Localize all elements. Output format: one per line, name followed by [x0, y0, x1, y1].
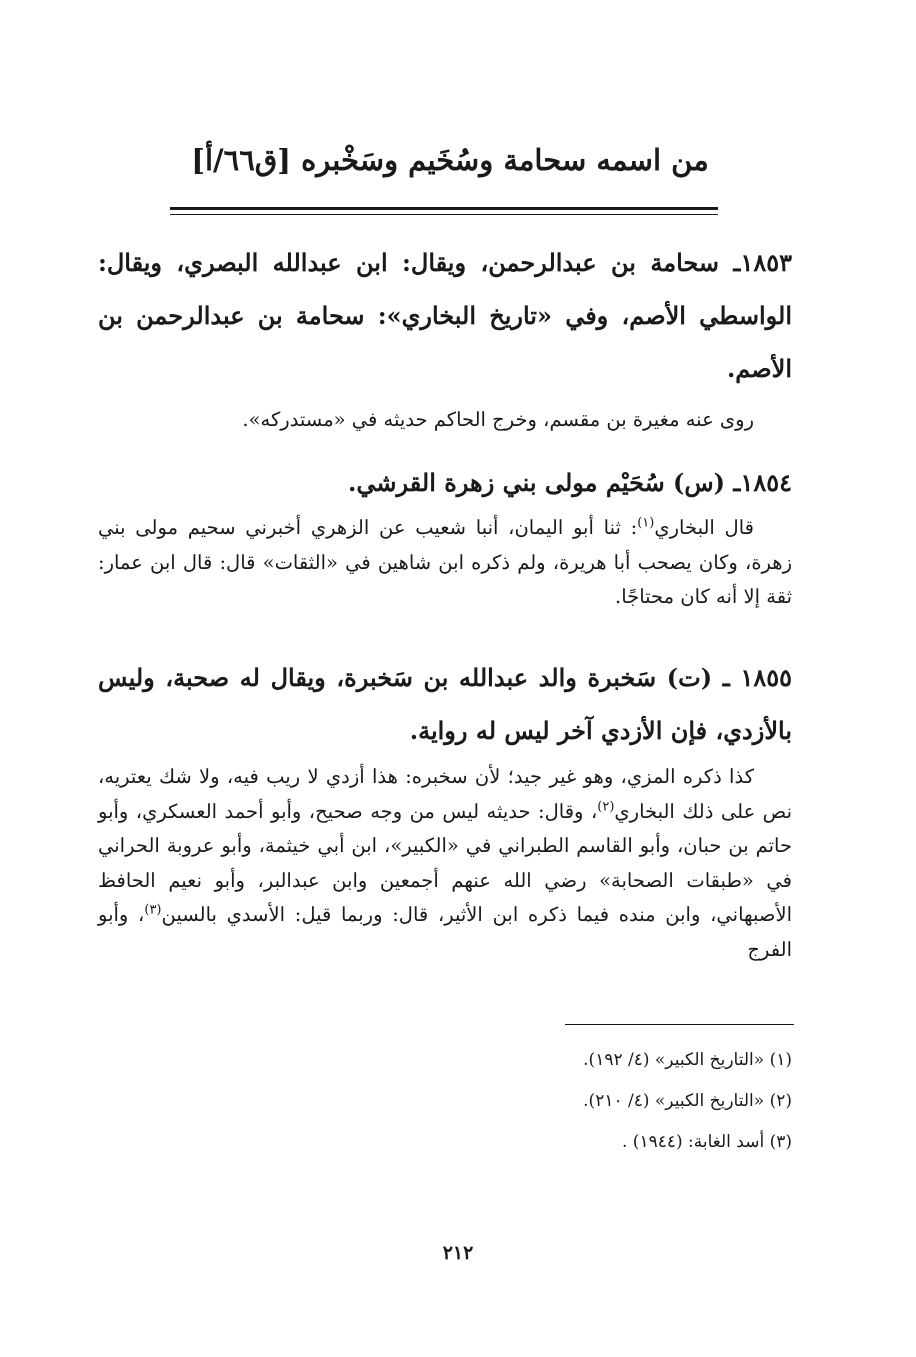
- entry-1855-body: [98, 760, 792, 967]
- footnote-ref-3: (٣): [144, 902, 162, 918]
- heading-double-rule: [170, 207, 718, 210]
- entry-1855-title: ١٨٥٥ ـ (ت) سَخبرة والد عبدالله بن سَخبرة، ويقال له صحبة، وليس بالأزدي، فإن الأزدي آخر ليس له رواية.: [98, 663, 792, 745]
- entry-1855-body-text-c: ، وأبو الفرج: [98, 903, 792, 961]
- entry-1854-body-text-b: : ثنا أبو اليمان، أنبا شعيب عن الزهري أخبرني سحيم مولى بني زهرة، وكان يصحب أبا هريرة، ولم ذكره ابن شاهين في «الثقات» قال: قال ابن عمار: ثقة إلا أنه كان محتاجًا.: [98, 516, 792, 608]
- entry-1855-body-text-b: ، وقال: حديثه ليس من وجه صحيح، وأبو أحمد العسكري، وأبو حاتم بن حبان، وأبو القاسم الطبراني في «الكبير»، ابن أبي خيثمة، وأبو عروبة الحراني في «طبقات الصحابة» رضي الله عنهم أجمعين وابن عبدالبر، وأبو نعيم الحافظ الأصبهاني، وابن منده فيما ذكره ابن الأثير، قال: وربما قيل: الأسدي بالسين: [98, 799, 792, 926]
- entry-1854-title: ١٨٥٤ـ (س) سُحَيْم مولى بني زهرة القرشي.: [348, 468, 792, 497]
- chapter-heading: من اسمه سحامة وسُخَيم وسَخْبره [ق٦٦/أ]: [191, 143, 709, 177]
- footnote-separator: [565, 1024, 794, 1025]
- footnote-ref-1: (١): [637, 515, 655, 531]
- entry-1855-body-text-a: كذا ذكره المزي، وهو غير جيد؛ لأن سخبره: هذا أزدي لا ريب فيه، ولا شك يعتريه، نص على ذلك البخاري: [98, 765, 792, 823]
- footnote-ref-2: (٢): [597, 799, 615, 814]
- page-number: ٢١٢: [442, 1242, 474, 1264]
- footnote-2: (٢) «التاريخ الكبير» (٤/ ٢١٠).: [583, 1091, 792, 1111]
- footnote-1: (١) «التاريخ الكبير» (٤/ ١٩٢).: [583, 1050, 792, 1070]
- entry-1853-title: ١٨٥٣ـ سحامة بن عبدالرحمن، ويقال: ابن عبدالله البصري، ويقال: الواسطي الأصم، وفي «تاريخ البخاري»: سحامة بن عبدالرحمن بن الأصم.: [98, 248, 792, 383]
- entry-1853-body: روى عنه مغيرة بن مقسم، وخرج الحاكم حديثه في «مستدركه».: [242, 408, 754, 431]
- entry-1854-body: [98, 511, 792, 615]
- footnotes-list: [98, 1040, 792, 1163]
- footnote-3: (٣) أسد الغابة: (١٩٤٤) .: [622, 1132, 792, 1152]
- entry-1854-body-text-a: قال البخاري: [654, 516, 754, 539]
